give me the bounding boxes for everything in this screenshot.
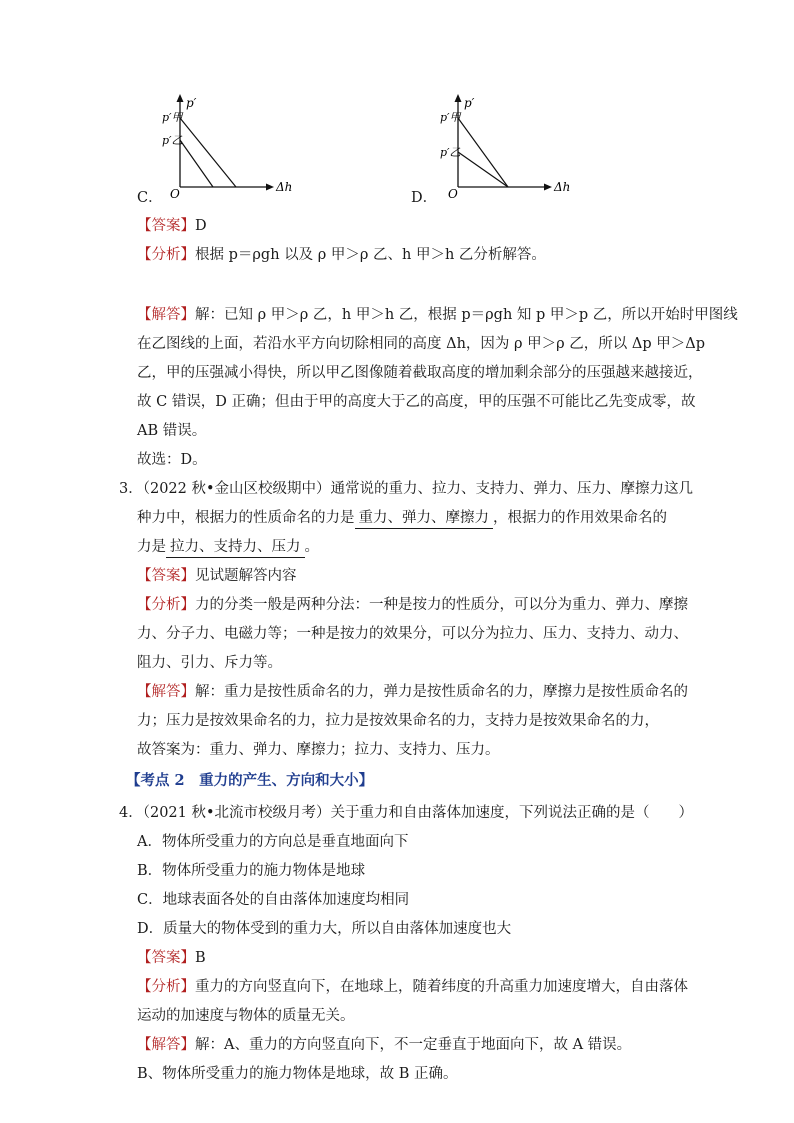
q4-answer: [137, 948, 206, 968]
q3-answer-value: 见试题解答内容: [195, 568, 297, 584]
graph-d-x-label: Δh: [554, 180, 571, 194]
q3-solution-text-1: 解：重力是按性质命名的力，弹力是按性质命名的力，摩擦力是按性质命名的: [195, 684, 688, 700]
q3-stem-line-1: 3．（2022 秋•金山区校级期中）通常说的重力、拉力、支持力、弹力、压力、摩擦力这几: [119, 481, 694, 497]
graph-d-jia-label: p′甲: [440, 111, 461, 124]
graph-d-line-jia: [458, 118, 508, 187]
q4-analysis-line-1: [137, 977, 688, 997]
graph-d-line-yi: [458, 152, 508, 187]
q3-stem-3b: 。: [304, 539, 319, 555]
graph-d-yi-label: p′乙: [440, 146, 461, 159]
q3-answer: [137, 566, 297, 586]
q2-answer-value: D: [195, 218, 207, 234]
graph-c-jia-label: p′甲: [162, 111, 183, 124]
q3-analysis-tag: 【分析】: [137, 597, 195, 613]
q3-stem-line-2: [137, 508, 667, 529]
q2-solution-line-2: 在乙图线的上面，若沿水平方向切除相同的高度 Δh，因为 ρ 甲＞ρ 乙，所以 Δp 甲＞Δp: [137, 336, 706, 352]
q3-blank-1: [355, 508, 494, 529]
q4-option-b: B．物体所受重力的施力物体是地球: [137, 863, 366, 879]
q2-analysis-tag: 【分析】: [137, 247, 195, 263]
q3-analysis-text-1: 力的分类一般是两种分法：一种是按力的性质分，可以分为重力、弹力、摩擦: [195, 597, 688, 613]
q3-solution-line-2: 力；压力是按效果命名的力，拉力是按效果命名的力，支持力是按效果命名的力，: [137, 713, 659, 729]
q4-analysis-tag: 【分析】: [137, 979, 195, 995]
q3-stem-2b: ，根据力的作用效果命名的: [493, 510, 667, 526]
q2-analysis: [137, 245, 546, 265]
q3-blank-2: [166, 537, 305, 558]
option-d-label: D．: [411, 190, 438, 206]
graph-d-y-label: p′: [464, 96, 475, 110]
q3-blank-1-text: 重力、弹力、摩擦力: [358, 510, 489, 526]
q2-analysis-text: 根据 p＝ρgh 以及 ρ 甲＞ρ 乙、h 甲＞h 乙分析解答。: [195, 247, 546, 263]
q4-solution-line-1: [137, 1035, 631, 1055]
q4-analysis-line-2: 运动的加速度与物体的质量无关。: [137, 1008, 355, 1024]
q4-solution-tag: 【解答】: [137, 1037, 195, 1053]
q2-solution-line-3: 乙，甲的压强减小得快，所以甲乙图像随着截取高度的增加剩余部分的压强越来越接近，: [137, 365, 703, 381]
graph-c-y-arrow: [177, 94, 184, 102]
q3-stem-3a: 力是: [137, 539, 166, 555]
graph-c-x-arrow: [266, 184, 274, 191]
graph-d-origin: O: [448, 187, 458, 201]
q2-choose: 故选：D。: [137, 452, 207, 468]
q2-solution-line-1: [137, 305, 738, 325]
q4-option-c: C．地球表面各处的自由落体加速度均相同: [137, 892, 410, 908]
q2-answer-tag: 【答案】: [137, 218, 195, 234]
q3-analysis-line-3: 阻力、引力、斥力等。: [137, 655, 282, 671]
q3-solution-line-1: [137, 682, 688, 702]
q2-solution-line-5: AB 错误。: [137, 423, 207, 439]
graph-c-y-label: p′: [186, 96, 197, 110]
q2-solution-text-1: 解：已知 ρ 甲＞ρ 乙，h 甲＞h 乙，根据 p＝ρgh 知 p 甲＞p 乙，所以开始时甲图线: [195, 307, 738, 323]
q3-analysis-line-2: 力、分子力、电磁力等；一种是按力的效果分，可以分为拉力、压力、支持力、动力、: [137, 626, 688, 642]
q3-analysis-line-1: [137, 595, 688, 615]
q3-solution-tag: 【解答】: [137, 684, 195, 700]
q4-option-d: D．质量大的物体受到的重力大，所以自由落体加速度也大: [137, 921, 512, 937]
q2-solution-line-4: 故 C 错误，D 正确；但由于甲的高度大于乙的高度，甲的压强不可能比乙先变成零，故: [137, 394, 696, 410]
graph-c-x-label: Δh: [276, 180, 293, 194]
option-c-label: C．: [137, 190, 163, 206]
q3-solution-line-3: 故答案为：重力、弹力、摩擦力；拉力、支持力、压力。: [137, 742, 500, 758]
q3-blank-2-text: 拉力、支持力、压力: [170, 539, 301, 555]
q4-solution-text-1: 解：A、重力的方向竖直向下，不一定垂直于地面向下，故 A 错误。: [195, 1037, 632, 1053]
q3-stem-2a: 种力中，根据力的性质命名的力是: [137, 510, 355, 526]
q2-solution-tag: 【解答】: [137, 307, 195, 323]
q4-stem: 4．（2021 秋•北流市校级月考）关于重力和自由落体加速度，下列说法正确的是（ ）: [119, 805, 694, 821]
q2-answer: [137, 216, 207, 236]
q4-answer-tag: 【答案】: [137, 950, 195, 966]
graph-c-yi-label: p′乙: [162, 134, 183, 147]
q4-solution-line-2: B、物体所受重力的施力物体是地球，故 B 正确。: [137, 1066, 458, 1082]
graph-d-x-arrow: [544, 184, 552, 191]
q4-answer-value: B: [195, 950, 206, 966]
q3-stem-line-3: [137, 537, 319, 558]
q4-option-a: A．物体所受重力的方向总是垂直地面向下: [137, 834, 409, 850]
graph-d-y-arrow: [455, 94, 462, 102]
q3-answer-tag: 【答案】: [137, 568, 195, 584]
graph-c-origin: O: [170, 187, 180, 201]
kaodian-heading: 【考点 2 重力的产生、方向和大小】: [126, 772, 374, 789]
q4-analysis-text-1: 重力的方向竖直向下，在地球上，随着纬度的升高重力加速度增大，自由落体: [195, 979, 688, 995]
graph-c-line-yi: [180, 140, 213, 187]
